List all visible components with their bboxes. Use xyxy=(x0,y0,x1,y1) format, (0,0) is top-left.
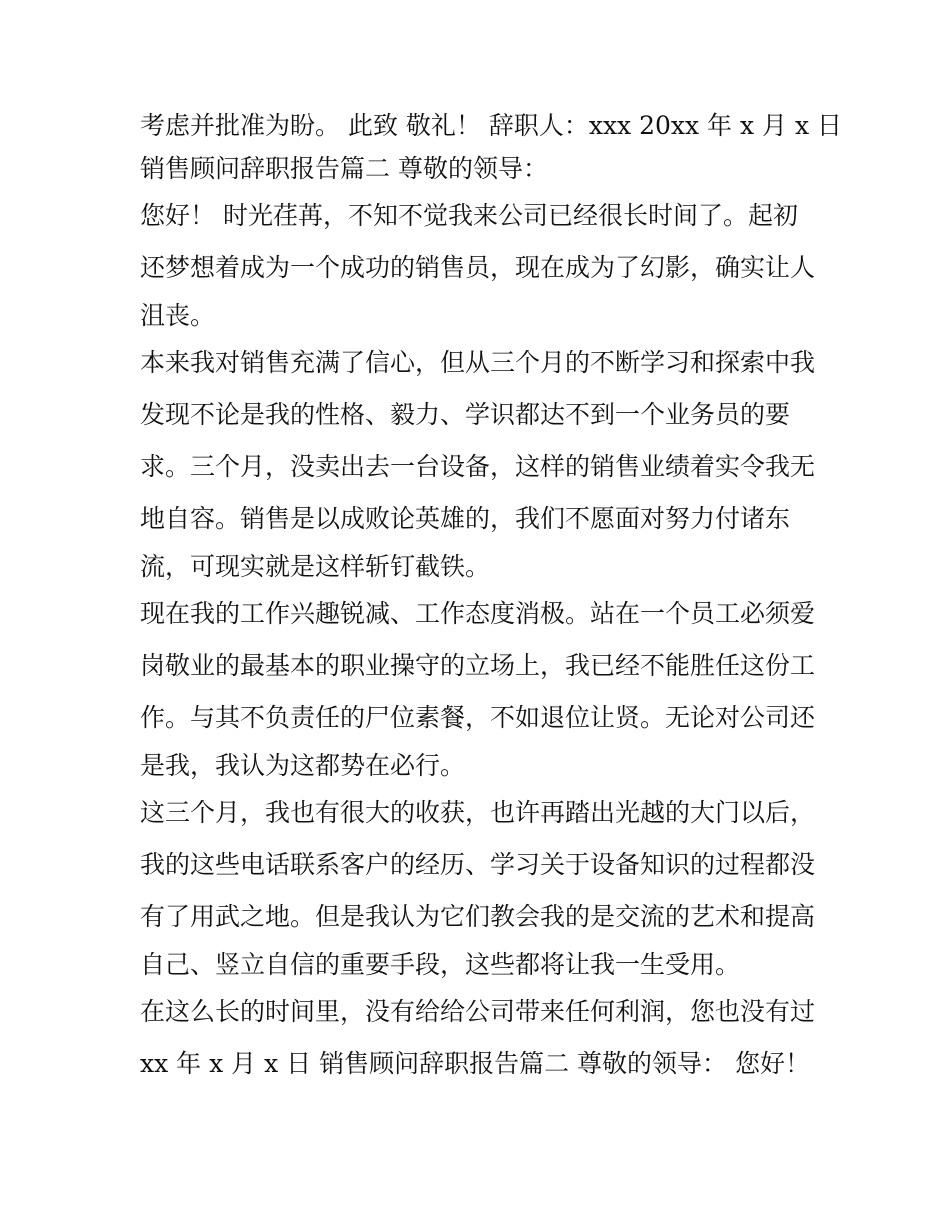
text-line: 现在我的工作兴趣锐减、工作态度消极。站在一个员工必须爱 xyxy=(140,599,816,628)
text-line: 这三个月，我也有很大的收获，也许再踏出光越的大门以后， xyxy=(140,798,816,827)
text-line: 岗敬业的最基本的职业操守的立场上，我已经不能胜任这份工 xyxy=(140,651,816,680)
text-line: 自己、竖立自信的重要手段，这些都将让我一生受用。 xyxy=(140,950,741,979)
text-line: 销售顾问辞职报告篇二 尊敬的领导： xyxy=(140,154,548,183)
text-line: 求。三个月，没卖出去一台设备，这样的销售业绩着实令我无 xyxy=(140,452,816,481)
text-line: 还梦想着成为一个成功的销售员，现在成为了幻影，确实让人 xyxy=(140,253,816,282)
text-line: 是我，我认为这都势在必行。 xyxy=(140,751,466,780)
text-line: 在这么长的时间里，没有给给公司带来任何利润，您也没有过 xyxy=(140,997,816,1026)
text-line: 作。与其不负责任的尸位素餐，不如退位让贤。无论对公司还 xyxy=(140,703,816,732)
text-line: 我的这些电话联系客户的经历、学习关于设备知识的过程都没 xyxy=(140,850,816,879)
document-body xyxy=(140,104,843,1090)
text-line: 发现不论是我的性格、毅力、学识都达不到一个业务员的要 xyxy=(140,400,791,429)
text-line: 沮丧。 xyxy=(140,301,216,330)
text-line: 您好！ 时光荏苒，不知不觉我来公司已经很长时间了。起初 xyxy=(140,201,798,230)
text-line: 流，可现实就是这样斩钉截铁。 xyxy=(140,552,491,581)
text-line: 考虑并批准为盼。 此致 敬礼！ 辞职人：xxx 20xx 年 x 月 x 日 xyxy=(140,111,843,140)
text-line: 地自容。销售是以成败论英雄的，我们不愿面对努力付诸东 xyxy=(140,504,791,533)
text-line: 有了用武之地。但是我认为它们教会我的是交流的艺术和提高 xyxy=(140,902,816,931)
text-line: 本来我对销售充满了信心，但从三个月的不断学习和探索中我 xyxy=(140,348,816,377)
text-line: xx 年 x 月 x 日 销售顾问辞职报告篇二 尊敬的领导： 您好！ xyxy=(140,1049,810,1078)
